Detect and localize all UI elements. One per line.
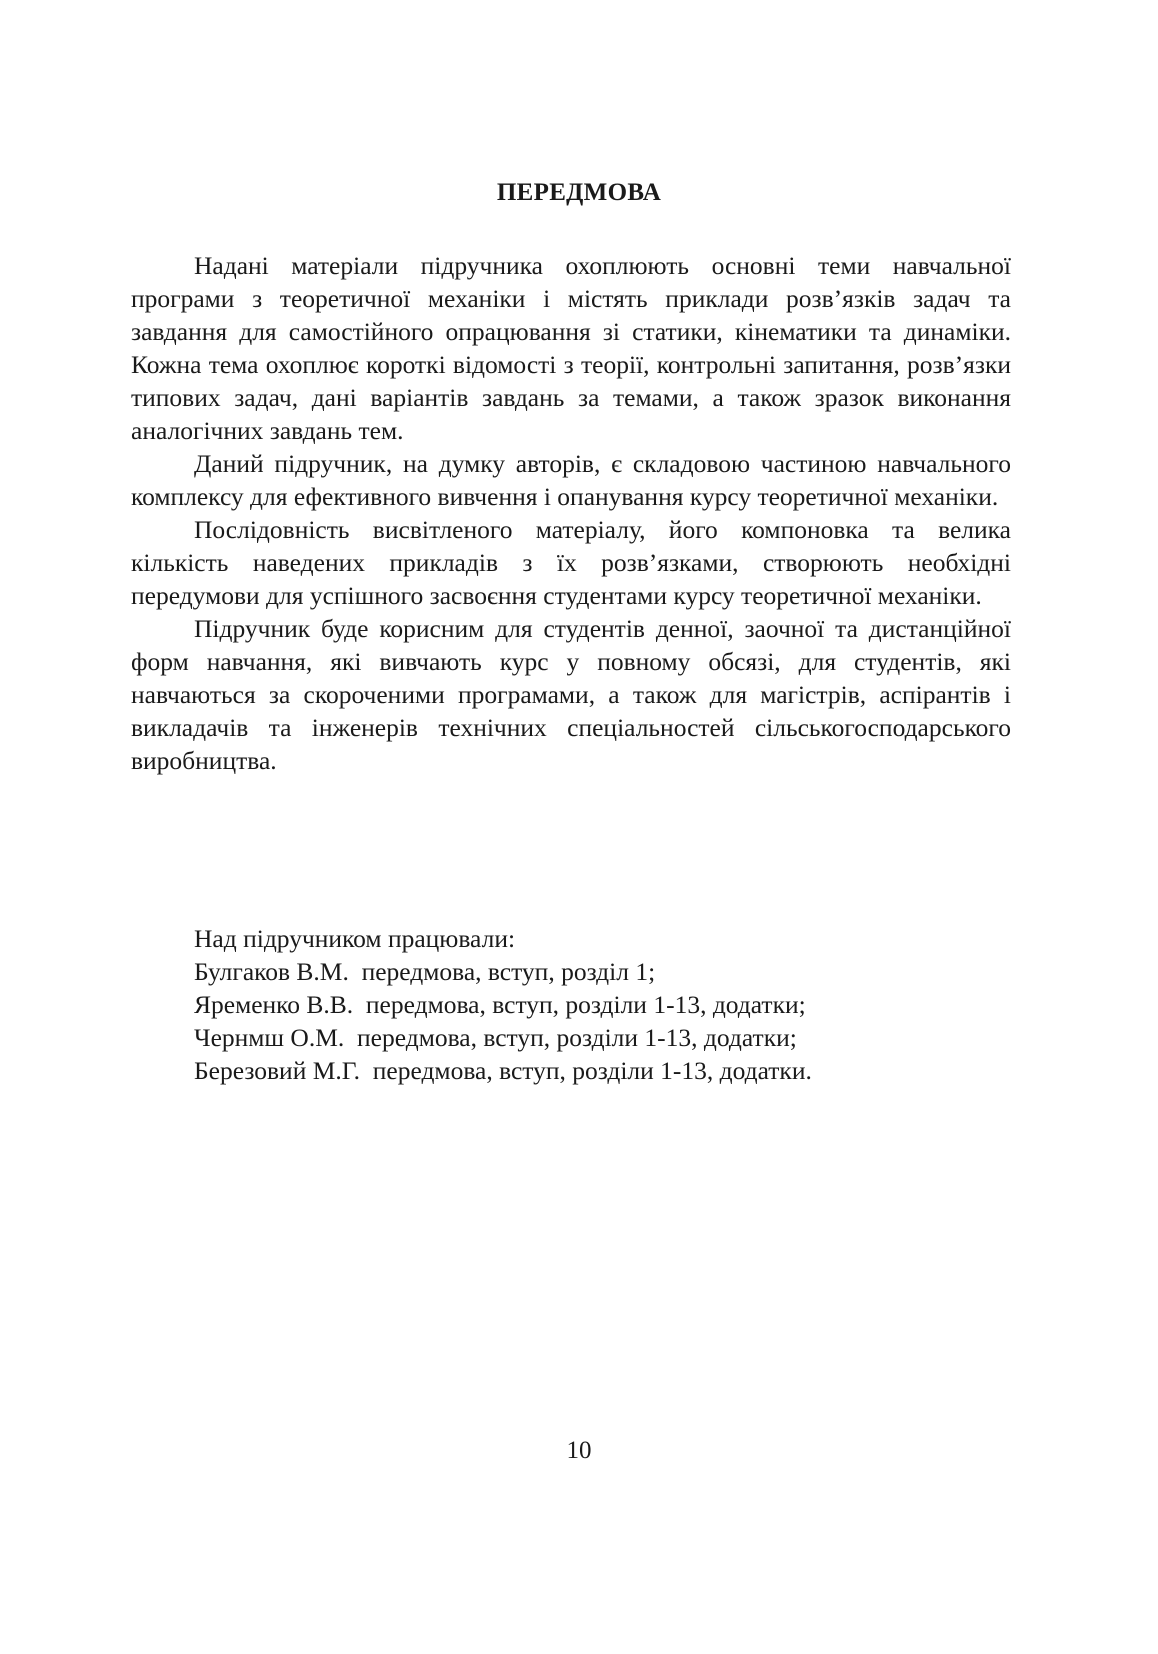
credit-line: Березовий М.Г. передмова, вступ, розділи 1-13, додатки. [194,1056,812,1085]
authors-credits [194,922,812,1087]
credit-line: Яременко В.В. передмова, вступ, розділи 1-13, додатки; [194,990,806,1019]
credit-line: Булгаков В.М. передмова, вступ, розділ 1; [194,957,656,986]
paragraph: Підручник буде корисним для студентів денної, заочної та дистанційної форм навчання, які вивчають курс у повному обсязі, для студентів, які навчаються за скороченими програмами, а також для магістрів, аспірантів і викладачів та інженерів технічних спеціальностей сільськогосподарського виробництва. [131,614,1011,775]
page-number: 10 [566,1437,592,1464]
credit-line: Чернмш О.М. передмова, вступ, розділи 1-13, додатки; [194,1023,797,1052]
paragraph: Надані матеріали підручника охоплюють основні теми навчальної програми з теоретичної механіки і містять приклади розв’язків задач та завдання для самостійного опрацювання зі статики, кінематики та динаміки. Кожна тема охоплює короткі відомості з теорії, контрольні запитання, розв’язки типових задач, дані варіантів завдань за темами, а також зразок виконання аналогічних завдань тем. [131,251,1011,445]
credits-heading: Над підручником працювали: [194,924,516,953]
page-title: ПЕРЕДМОВА [496,179,662,206]
paragraph: Даний підручник, на думку авторів, є складовою частиною навчального комплексу для ефективного вивчення і опанування курсу теоретичної механіки. [131,449,1011,511]
paragraph: Послідовність висвітленого матеріалу, його компоновка та велика кількість наведених прикладів з їх розв’язками, створюють необхідні передумови для успішного засвоєння студентами курсу теоретичної механіки. [131,515,1011,610]
body-text [131,249,1011,777]
